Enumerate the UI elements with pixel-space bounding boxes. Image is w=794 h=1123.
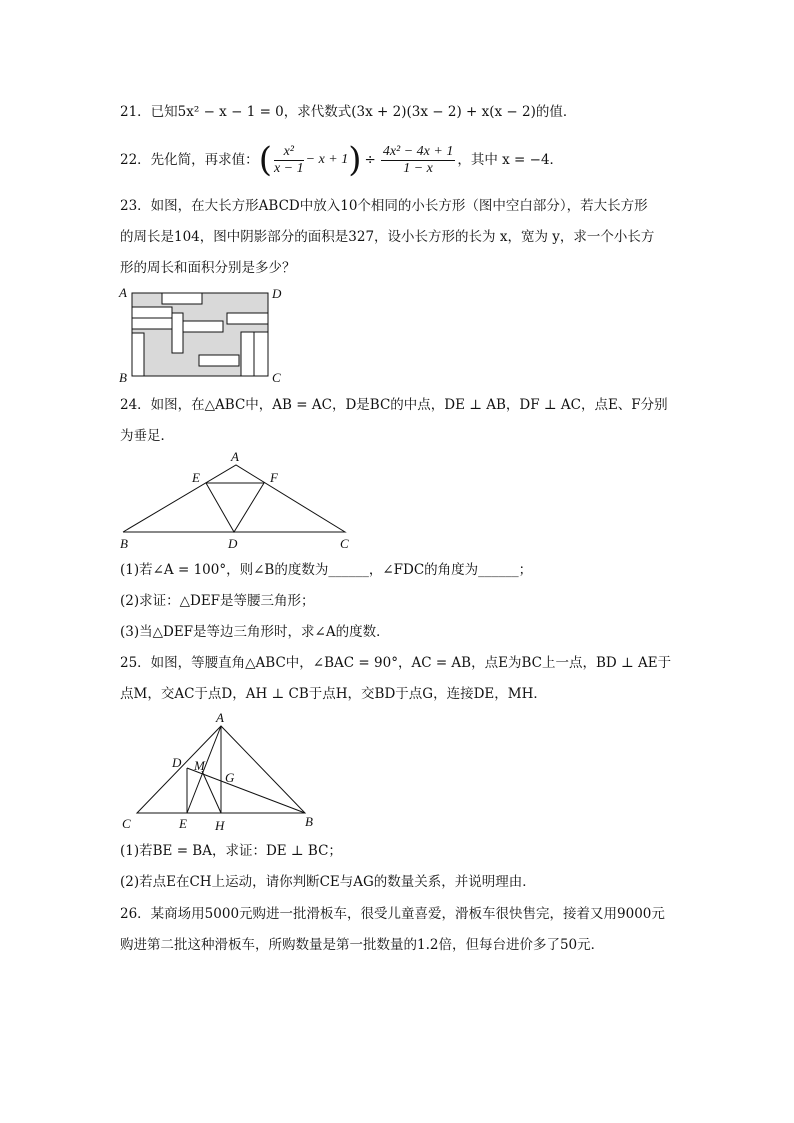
q24-label-d: D — [228, 536, 238, 551]
q22-fraction-2 — [381, 144, 456, 177]
q24-label-c: C — [340, 536, 349, 551]
q25-label-b: B — [305, 814, 313, 829]
q22-f2-denominator: 1 − x — [403, 160, 433, 176]
q25-label-d: D — [172, 755, 182, 770]
q24-label-f: F — [270, 470, 278, 485]
question-21: 21．已知5x² − x − 1 = 0，求代数式(3x + 2)(3x − 2) + x(x − 2)的值． — [120, 104, 577, 120]
q24-sub-2: (2)求证：△DEF是等腰三角形； — [120, 593, 315, 609]
q22-suffix: ，其中 x = −4． — [457, 152, 564, 168]
q22-f2-numerator: 4x² − 4x + 1 — [382, 143, 454, 159]
q22-prefix: 22．先化简，再求值： — [120, 152, 259, 168]
q23-label-a: A — [119, 286, 127, 300]
q23-rectangle-figure — [115, 286, 295, 386]
q25-label-m: M — [194, 758, 205, 773]
q23-label-d: D — [272, 286, 282, 301]
q25-sub-1: (1)若BE = BA，求证：DE ⊥ BC； — [120, 843, 342, 859]
q25-label-c: C — [122, 816, 131, 831]
right-paren: ) — [348, 140, 362, 180]
question-25-line-2: 点M，交AC于点D，AH ⊥ CB于点H，交BD于点G，连接DE，MH． — [120, 686, 547, 702]
q23-label-b: B — [119, 370, 127, 385]
left-paren: ( — [258, 140, 272, 180]
q23-label-c: C — [272, 370, 281, 385]
q24-label-b: B — [120, 536, 128, 551]
q25-label-e: E — [179, 816, 187, 831]
q25-triangle-figure — [115, 710, 325, 835]
q24-label-a: A — [231, 449, 239, 464]
q25-sub-2: (2)若点E在CH上运动，请你判断CE与AG的数量关系，并说明理由． — [120, 874, 536, 890]
question-25-line-1: 25．如图，等腰直角△ABC中，∠BAC = 90°，AC = AB，点E为BC上一点，BD ⊥ AE于 — [120, 655, 672, 671]
triangle-abc — [123, 465, 345, 532]
q22-f1-denominator: x − 1 — [273, 160, 304, 176]
q22-divide: ÷ — [364, 152, 376, 168]
question-22 — [120, 140, 563, 180]
question-24-line-2: 为垂足． — [120, 428, 174, 444]
q22-middle-term: − x + 1 — [305, 152, 349, 167]
question-26-line-1: 26．某商场用5000元购进一批滑板车，很受儿童喜爱，滑板车很快售完，接着又用9000元 — [120, 906, 665, 922]
q22-fraction-1 — [274, 144, 304, 177]
q24-label-e: E — [192, 470, 200, 485]
q24-sub-3: (3)当△DEF是等边三角形时，求∠A的度数． — [120, 624, 390, 640]
triangle-def — [206, 483, 264, 532]
question-24-line-1: 24．如图，在△ABC中，AB = AC，D是BC的中点，DE ⊥ AB，DF ⊥ AC，点E、F分别 — [120, 397, 668, 413]
segment-bd — [187, 768, 305, 813]
q24-triangle-figure — [115, 448, 360, 553]
q25-label-a: A — [216, 710, 224, 725]
question-23-line-1: 23．如图，在大长方形ABCD中放入10个相同的小长方形（图中空白部分），若大长方形 — [120, 198, 648, 214]
question-26-line-2: 购进第二批这种滑板车，所购数量是第一批数量的1.2倍，但每台进价多了50元． — [120, 937, 605, 953]
question-23-line-2: 的周长是104，图中阴影部分的面积是327，设小长方形的长为 x，宽为 y，求一个小长方 — [120, 229, 655, 245]
q24-sub-1: (1)若∠A = 100°，则∠B的度数为______，∠FDC的角度为______； — [120, 562, 533, 578]
q25-label-g: G — [225, 770, 235, 785]
q25-label-h: H — [215, 818, 225, 833]
question-23-line-3: 形的周长和面积分别是多少？ — [120, 260, 296, 276]
q22-f1-numerator: x² — [274, 144, 304, 161]
